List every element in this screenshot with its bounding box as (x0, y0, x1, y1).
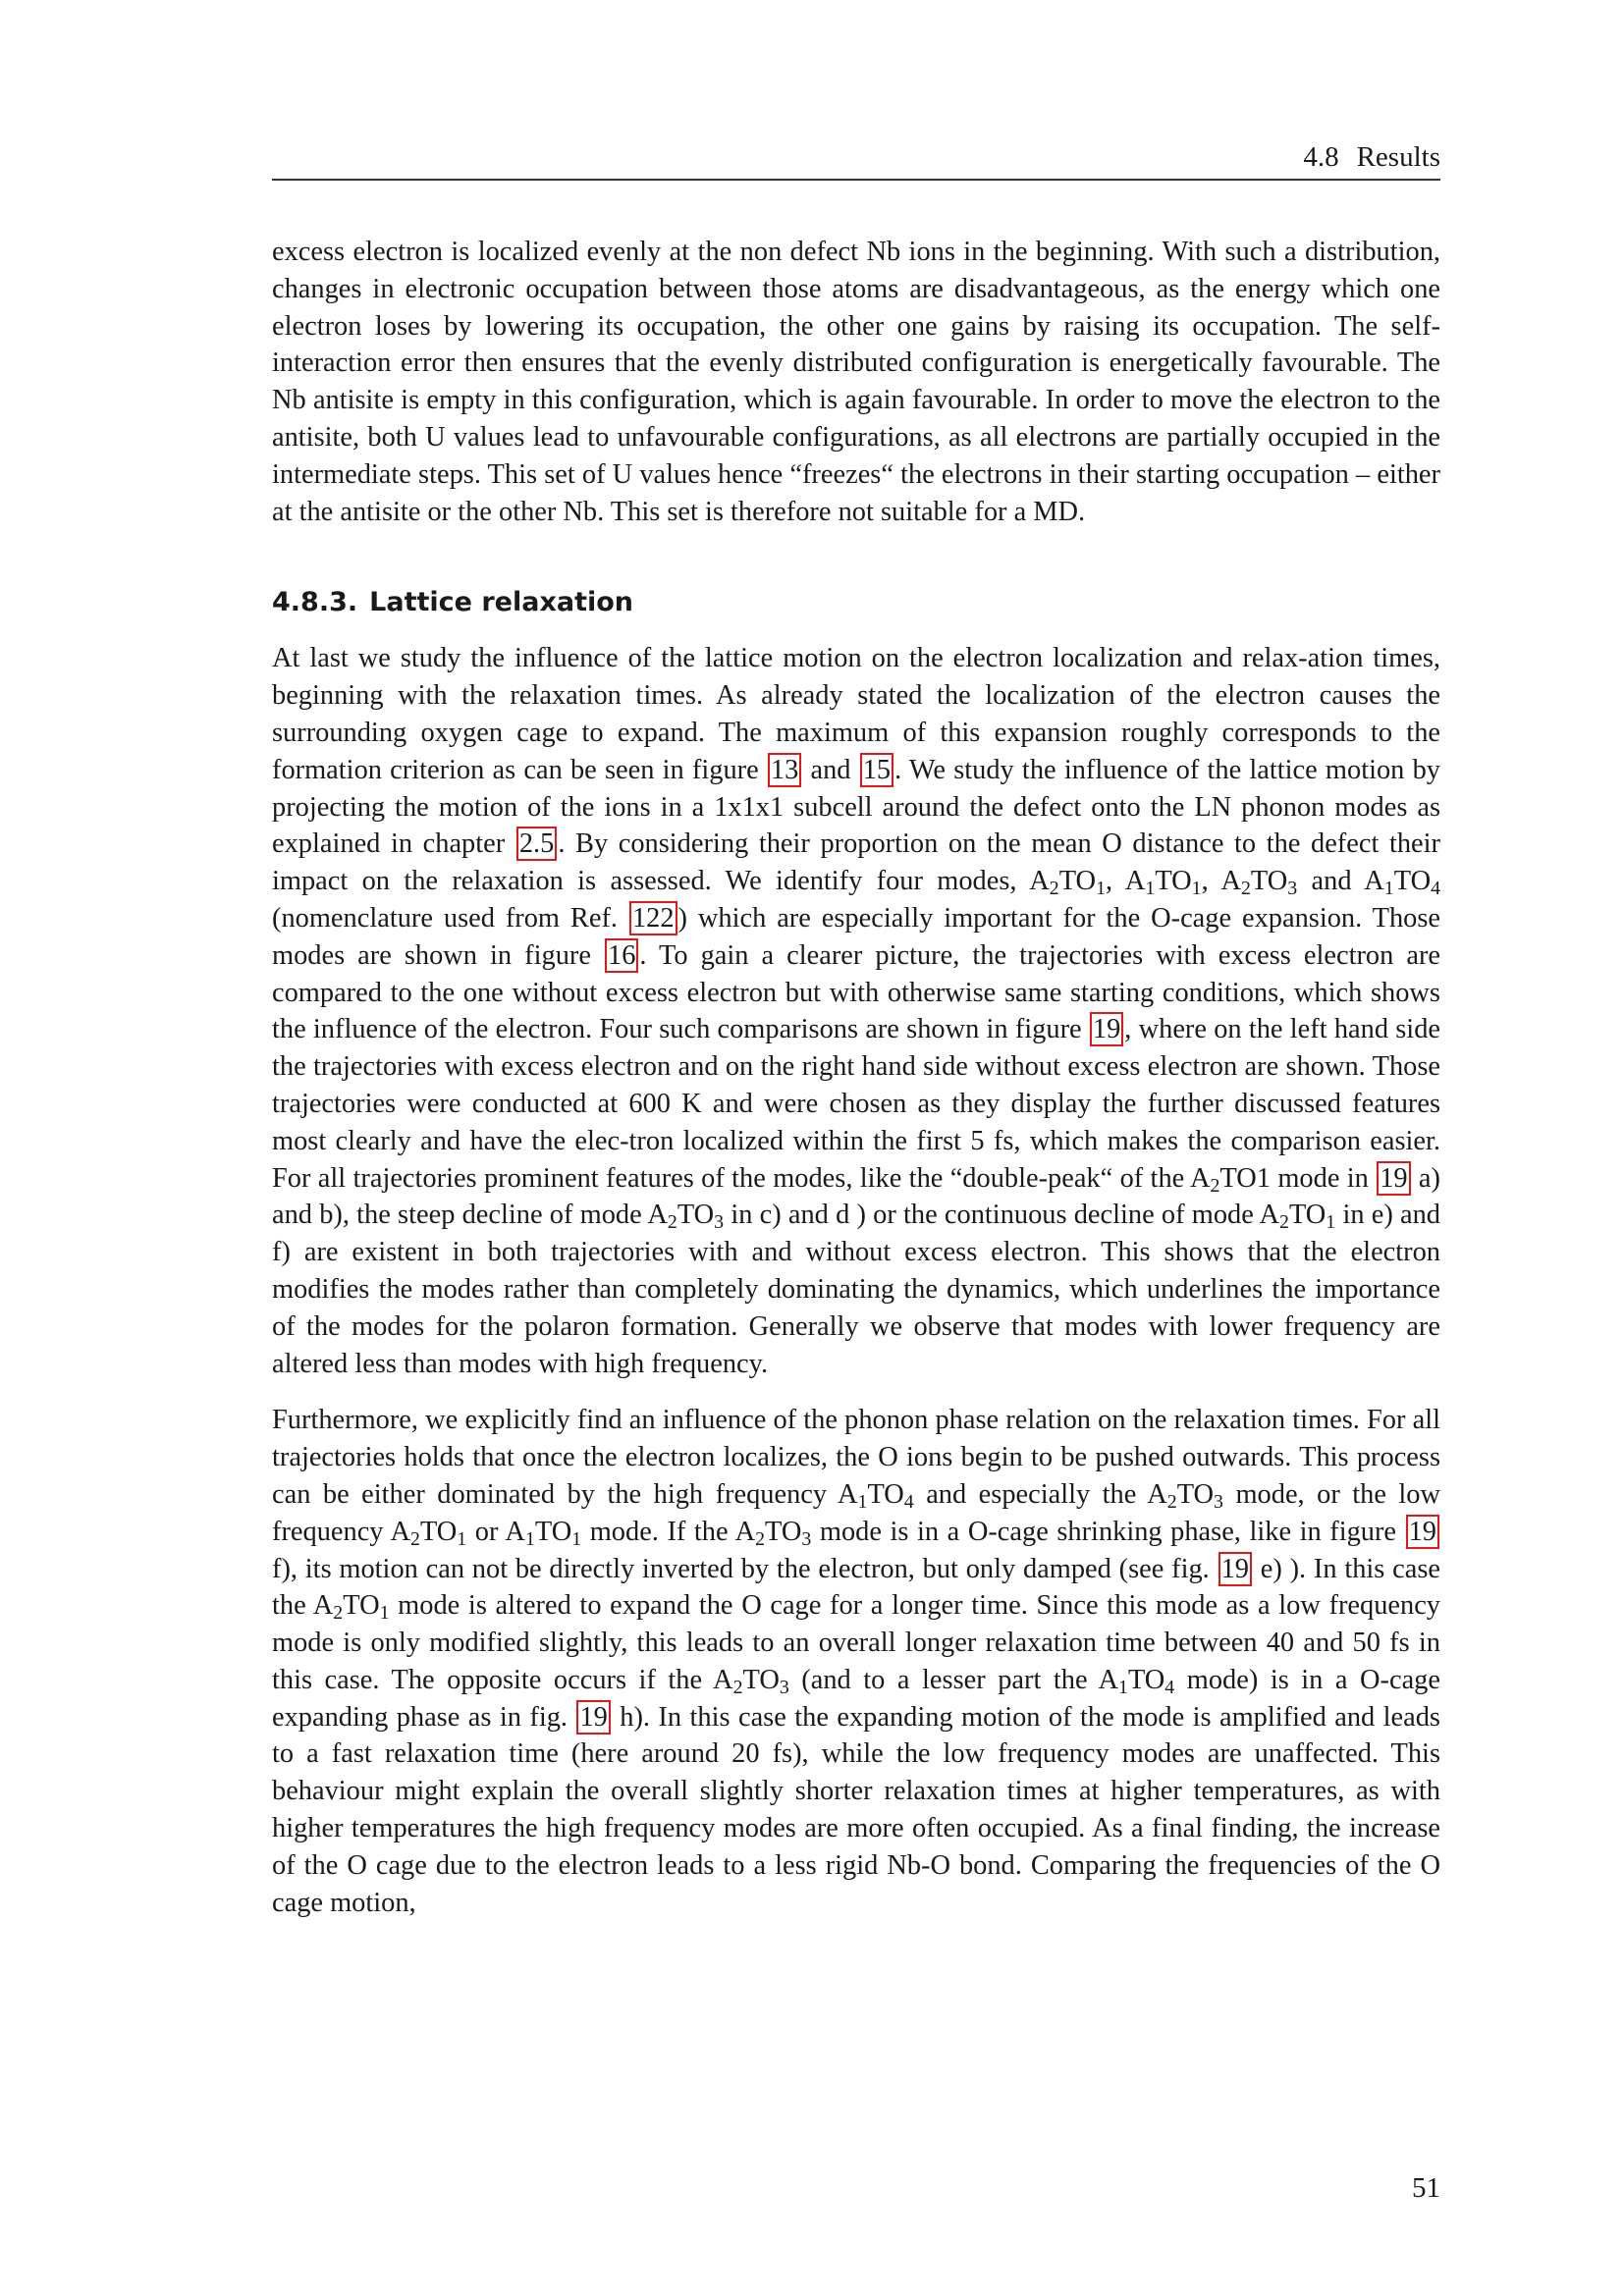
header-section-number: 4.8 (1303, 141, 1339, 173)
figure-ref-19[interactable]: 19 (1406, 1515, 1439, 1549)
running-header (272, 135, 1440, 181)
citation-ref-122[interactable]: 122 (629, 901, 677, 935)
header-section-title: Results (1356, 141, 1440, 173)
figure-ref-15[interactable]: 15 (860, 753, 893, 787)
subsection-heading (272, 585, 1440, 620)
figure-ref-16[interactable]: 16 (605, 938, 638, 973)
paragraph-1: excess electron is localized evenly at the non defect Nb ions in the beginning. With such a distribution, changes in electronic occupation between those atoms are disadvantageous, as the energy which one electron loses by lowering its occupation, the other one gains by raising its occupation. The self-interaction error then ensures that the evenly distributed configuration is energetically favourable. The Nb antisite is empty in this configuration, which is again favourable. In order to move the electron to the antisite, both U values lead to unfavourable configurations, as all electrons are partially occupied in the intermediate steps. This set of U values hence “freezes“ the electrons in their starting occupation – either at the antisite or the other Nb. This set is therefore not suitable for a MD. (272, 237, 1440, 527)
figure-ref-19[interactable]: 19 (1377, 1161, 1410, 1196)
page-number: 51 (1412, 2172, 1440, 2204)
page-content (272, 234, 1440, 1921)
paragraph-3: Furthermore, we explicitly find an influence of the phonon phase relation on the relaxation times. For all trajectories holds that once the electron localizes, the O ions begin to be pushed outwards. This process can be either dominated by the high frequency $A_1TO_4$ and especially the $A_2TO_3$ mode, or the low frequency $A_2TO_1$ or $A_1TO_1$ mode. If the $A_2TO_3$ mode is in a O-cage shrinking phase, like in figure 19 f), its motion can not be directly inverted by the electron, but only damped (see fig. 19 e) ). In this case the $A_2TO_1$ mode is altered to expand the O cage for a longer time. Since this mode as a low frequency mode is only modified slightly, this leads to an overall longer relaxation time between 40 and 50 fs in this case. The opposite occurs if the $A_2TO_3$ (and to a lesser part the $A_1TO_4$ mode) is in a O-cage expanding phase as in fig. 19 h). In this case the expanding motion of the mode is amplified and leads to a fast relaxation time (here around 20 fs), while the low frequency modes are unaffected. This behaviour might explain the overall slightly shorter relaxation times at higher temperatures, as with higher temperatures the high frequency modes are more often occupied. As a final finding, the increase of the O cage due to the electron leads to a less rigid Nb-O bond. Comparing the frequencies of the O cage motion, (272, 1405, 1441, 1918)
figure-ref-19[interactable]: 19 (1090, 1012, 1123, 1046)
figure-ref-19[interactable]: 19 (576, 1700, 610, 1735)
figure-ref-19[interactable]: 19 (1218, 1552, 1252, 1586)
chapter-ref-2-5[interactable]: 2.5 (516, 827, 558, 861)
figure-ref-13[interactable]: 13 (768, 753, 801, 787)
subsection-title: Lattice relaxation (369, 587, 634, 618)
subsection-number: 4.8.3. (272, 587, 358, 618)
paragraph-2: At last we study the influence of the lattice motion on the electron localization and relax-ation times, beginning with the relaxation times. As already stated the localization of the electron causes the surrounding oxygen cage to expand. The maximum of this expansion roughly corresponds to the formation criterion as can be seen in figure 13 and 15 . We study the influence of the lattice motion by projecting the motion of the ions in a 1x1x1 subcell around the defect onto the LN phonon modes as explained in chapter 2.5 . By considering their proportion on the mean O distance to the defect their impact on the relaxation is assessed. We identify four modes, $A_2TO_1$, $A_1TO_1$, $A_2TO_3$ and $A_1TO_4$ (nomenclature used from Ref. 122 ) which are especially important for the O-cage expansion. Those modes are shown in figure 16 . To gain a clearer picture, the trajectories with excess electron are compared to the one without excess electron but with otherwise same starting conditions, which shows the influence of the electron. Four such comparisons are shown in figure 19 , where on the left hand side the trajectories with excess electron and on the right hand side without excess electron are shown. Those trajectories were conducted at 600 K and were chosen as they display the further discussed features most clearly and have the elec-tron localized within the first 5 fs, which makes the comparison easier. For all trajectories prominent features of the modes, like the “double-peak“ of the $A_2TO1$ mode in 19 a) and b), the steep decline of mode $A_2TO_3$ in c) and d ) or the continuous decline of mode $A_2TO_1$ in e) and f) are existent in both trajectories with and without excess electron. This shows that the electron modifies the modes rather than completely dominating the dynamics, which underlines the importance of the modes for the polaron formation. Generally we observe that modes with lower frequency are altered less than modes with high frequency. (272, 643, 1441, 1379)
